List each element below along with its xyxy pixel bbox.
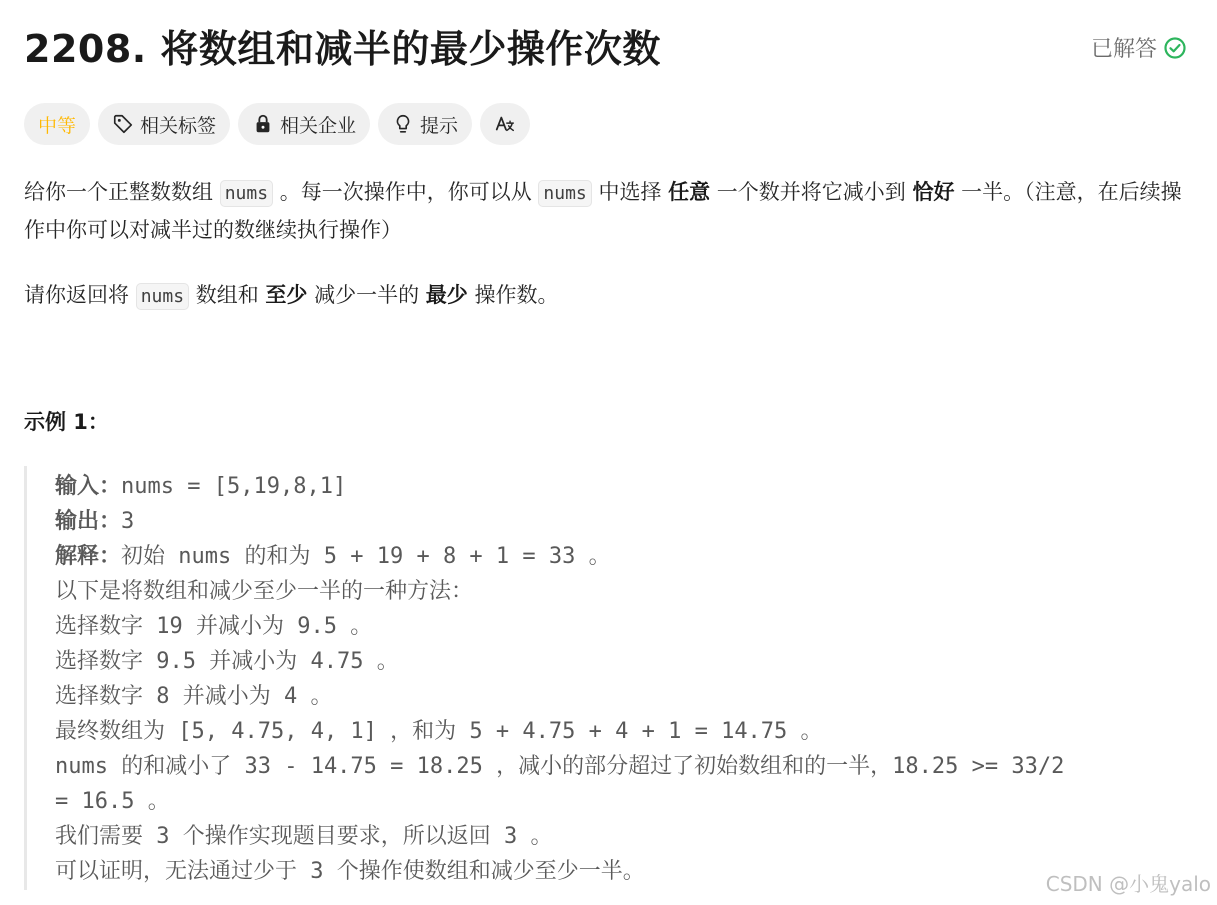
page-title: 2208. 将数组和减半的最少操作次数: [24, 27, 661, 71]
hint-button[interactable]: [378, 103, 472, 145]
input-label: 输入：: [55, 474, 122, 499]
text: 。每一次操作中，你可以从: [273, 180, 539, 204]
example-line: 选择数字 8 并减小为 4 。: [55, 684, 333, 709]
example-output-line: [55, 504, 1194, 539]
text: 请你返回将: [24, 283, 136, 307]
watermark: CSDN @小鬼yalo: [1045, 872, 1211, 896]
bold-text: 恰好: [912, 180, 955, 204]
description-paragraph-1: [24, 174, 1197, 248]
text: 中选择: [591, 180, 669, 204]
text: 减少一半的: [307, 283, 426, 307]
example-line: nums 的和减小了 33 - 14.75 = 18.25 ，减小的部分超过了初始数组和的一半，18.25 >= 33/2: [55, 754, 1065, 779]
difficulty-badge[interactable]: [24, 103, 90, 145]
bold-text: 最少: [425, 283, 468, 307]
example-line: 最终数组为 [5, 4.75, 4, 1] ，和为 5 + 4.75 + 4 + 1 = 14.75 。: [55, 719, 823, 744]
related-tags-button[interactable]: [98, 103, 230, 145]
output-label: 输出：: [55, 509, 122, 534]
description-paragraph-2: [24, 277, 1197, 315]
example-input-line: [55, 469, 1194, 504]
tag-icon: [112, 113, 134, 135]
related-companies-button[interactable]: [238, 103, 370, 145]
translate-icon: [494, 113, 516, 135]
text: 操作数。: [467, 283, 559, 307]
example-explain-line: [55, 539, 1194, 574]
related-companies-label: 相关企业: [280, 114, 357, 137]
inline-code: nums: [136, 283, 189, 310]
example-line: 以下是将数组和减少至少一半的一种方法：: [55, 579, 474, 604]
inline-code: nums: [220, 180, 273, 207]
tag-bar: [24, 103, 530, 145]
output-value: 3: [121, 509, 135, 534]
related-tags-label: 相关标签: [140, 114, 217, 137]
hint-label: 提示: [420, 114, 459, 137]
example-heading: 示例 1：: [24, 410, 109, 434]
difficulty-label: 中等: [38, 114, 77, 137]
bold-text: 至少: [265, 283, 308, 307]
example-line: 我们需要 3 个操作实现题目要求，所以返回 3 。: [55, 824, 553, 849]
text: 一个数并将它减小到: [710, 180, 913, 204]
inline-code: nums: [538, 180, 591, 207]
translate-button[interactable]: [480, 103, 530, 145]
example-line: 选择数字 9.5 并减小为 4.75 。: [55, 649, 399, 674]
check-circle-icon: [1163, 36, 1187, 60]
example-line: 可以证明，无法通过少于 3 个操作使数组和减少至少一半。: [55, 859, 645, 884]
solved-label: 已解答: [1090, 37, 1157, 62]
example-block: [24, 466, 1194, 890]
lock-icon: [252, 113, 274, 135]
text: 数组和: [189, 283, 266, 307]
example-line: = 16.5 。: [55, 789, 170, 814]
explain-label: 解释：: [55, 544, 122, 569]
lightbulb-icon: [392, 113, 414, 135]
text: 一半。（注意，在后续操作中你可以对减半过的数继续执行操作）: [24, 180, 1182, 242]
example-line: 选择数字 19 并减小为 9.5 。: [55, 614, 373, 639]
explain-value: 初始 nums 的和为 5 + 19 + 8 + 1 = 33 。: [121, 544, 611, 569]
bold-text: 任意: [668, 180, 711, 204]
solved-status: [1091, 32, 1187, 63]
text: 给你一个正整数数组: [24, 180, 220, 204]
input-value: nums = [5,19,8,1]: [121, 474, 347, 499]
